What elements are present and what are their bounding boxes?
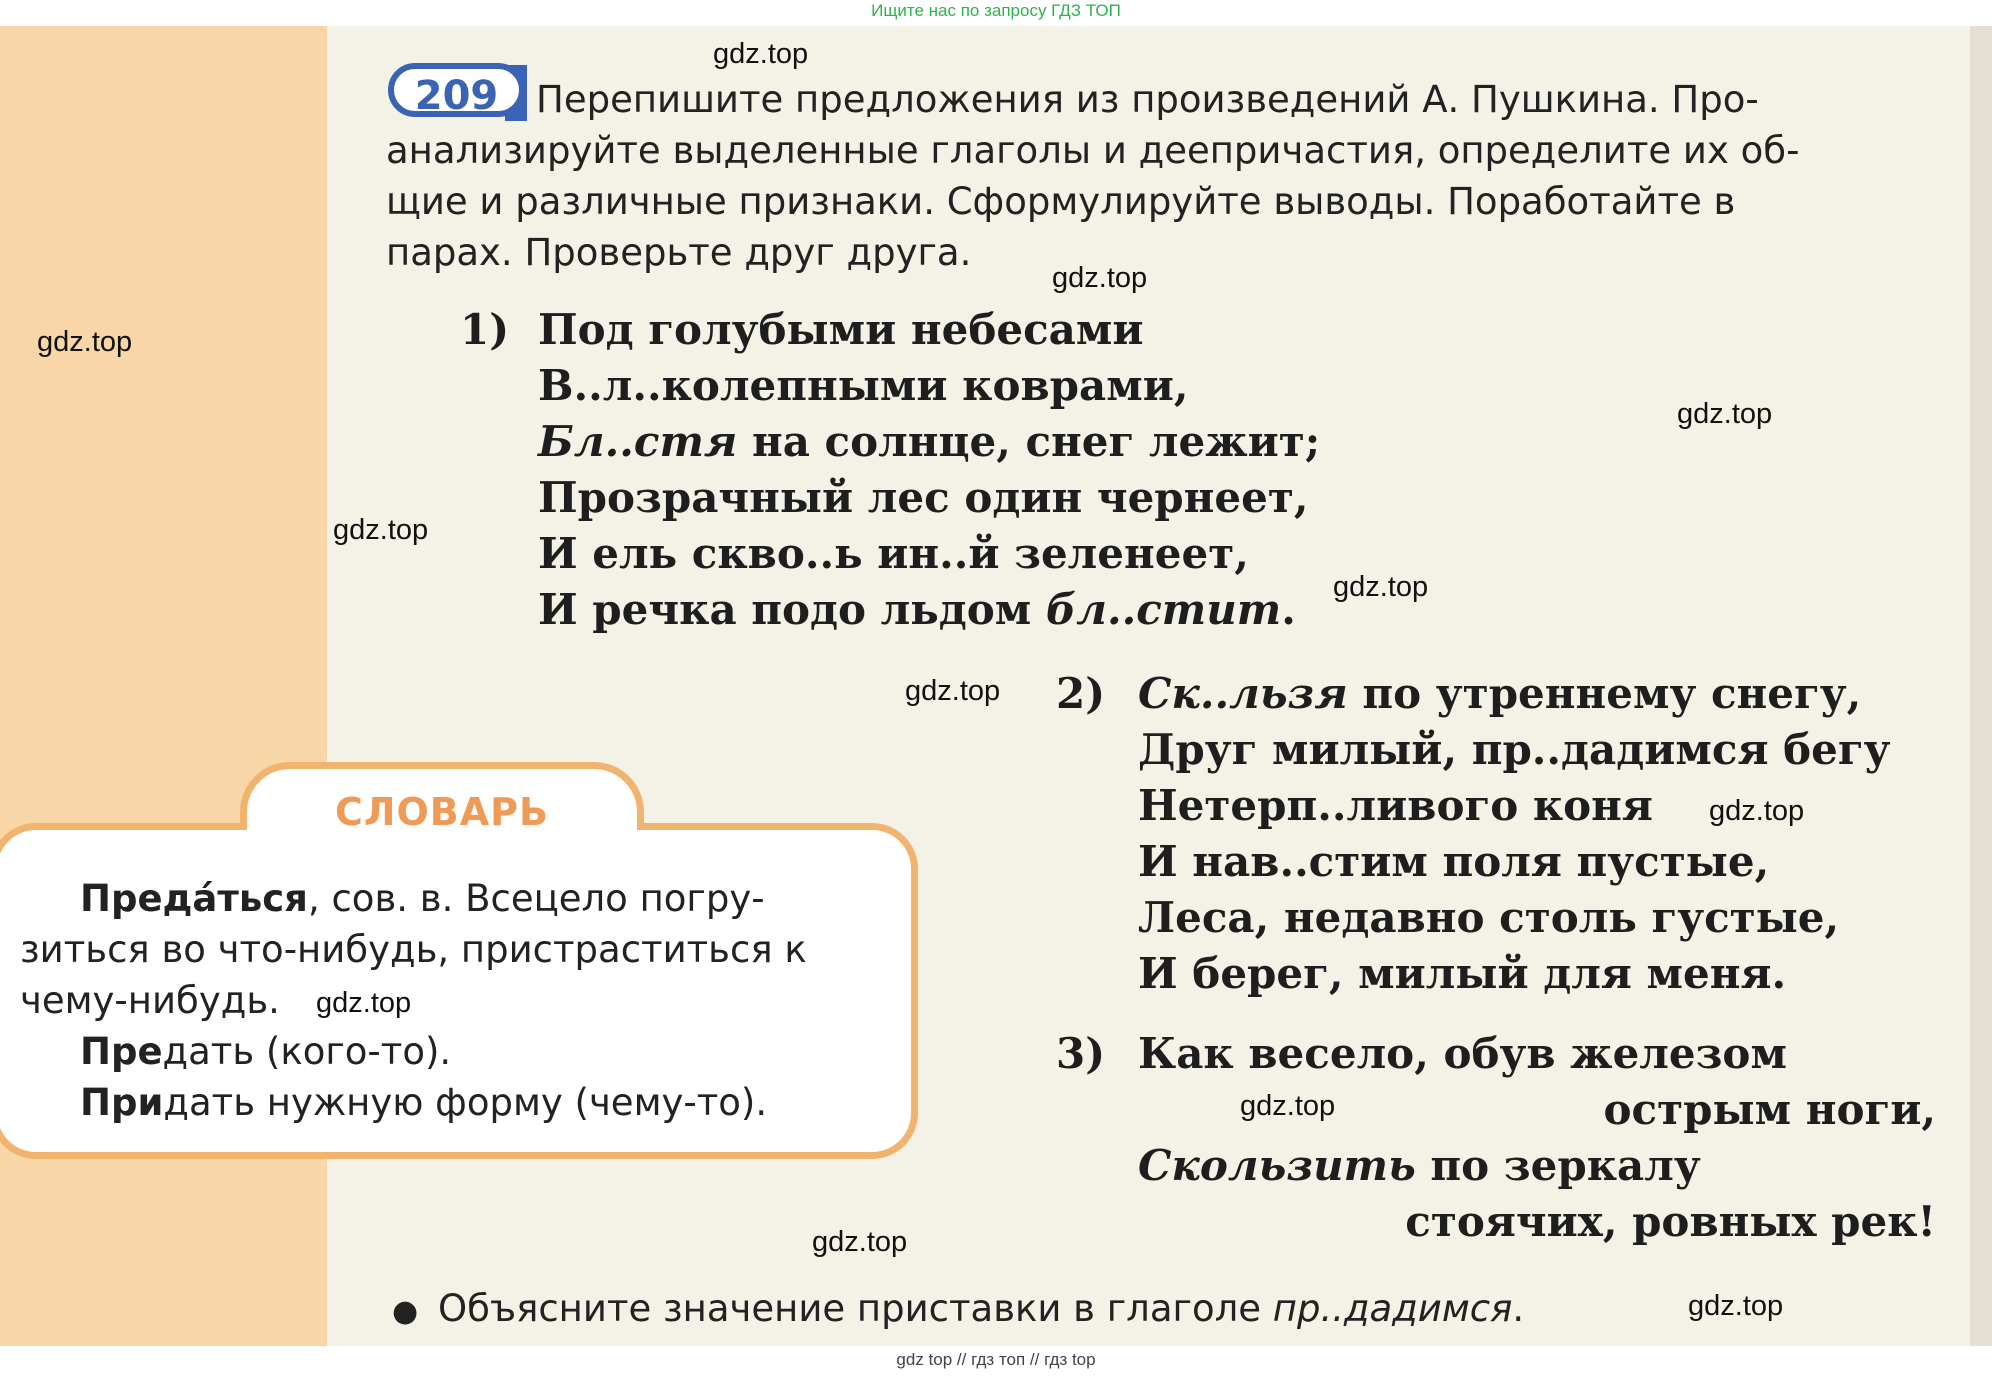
- task-line: парах. Проверьте друг друга.: [386, 231, 972, 274]
- poem-line: Под голубыми небесами: [538, 305, 1144, 354]
- poem-line: Друг милый, пр..дадимся бегу: [1138, 725, 1891, 774]
- highlighted-verb: бл..стит: [1045, 585, 1282, 634]
- poem-line: В..л..колепными коврами,: [538, 361, 1189, 410]
- poem-1: [460, 302, 1320, 638]
- highlighted-verb: Бл..стя: [538, 417, 738, 466]
- task-line: щие и различные признаки. Сформулируйте выводы. Поработайте в: [386, 180, 1736, 223]
- exercise-task: [386, 74, 1934, 278]
- watermark: gdz.top: [333, 514, 429, 546]
- watermark: gdz.top: [905, 675, 1001, 707]
- poem-3: [1056, 1026, 1936, 1250]
- poem-number: 2): [1056, 669, 1106, 718]
- top-banner[interactable]: Ищите нас по запросу ГДЗ ТОП: [871, 1, 1121, 20]
- poem-line: Прозрачный лес один чернеет,: [538, 473, 1309, 522]
- task-line: Перепишите предложения из произведений А. Пушкина. Про-: [536, 78, 1759, 121]
- poem-line: Ск..льзя по утреннему снегу,: [1138, 669, 1862, 718]
- bottom-banner[interactable]: gdz top // гдз топ // гдз top: [896, 1350, 1096, 1369]
- poem-line: Леса, недавно столь густые,: [1138, 893, 1840, 942]
- dictionary-title: СЛОВАРЬ: [335, 790, 549, 834]
- poem-line: И берег, милый для меня.: [1138, 949, 1787, 998]
- poem-line: стоячих, ровных рек!: [1405, 1197, 1936, 1246]
- dictionary-body: [20, 873, 868, 1128]
- highlighted-verb: Скользить: [1138, 1141, 1416, 1190]
- dictionary-entry: Преда́ться, сов. в. Всецело погру-: [80, 877, 765, 920]
- dictionary-entry-cont: зиться во что-нибудь, пристраститься к: [20, 928, 807, 971]
- poem-line: И нав..стим поля пустые,: [1138, 837, 1770, 886]
- bullet-icon: ●: [392, 1294, 419, 1329]
- watermark: gdz.top: [316, 987, 412, 1019]
- watermark: gdz.top: [1709, 795, 1805, 827]
- watermark: gdz.top: [1677, 398, 1773, 430]
- watermark: gdz.top: [37, 326, 133, 358]
- exercise-number-badge: 209: [388, 63, 525, 117]
- watermark: gdz.top: [1052, 262, 1148, 294]
- poem-number: 1): [460, 305, 510, 354]
- watermark: gdz.top: [1333, 571, 1429, 603]
- highlighted-verb: Ск..льзя: [1138, 669, 1348, 718]
- follow-up-question: ● Объясните значение приставки в глаголе пр..дадимся.: [392, 1283, 1524, 1337]
- watermark: gdz.top: [1688, 1290, 1784, 1322]
- dictionary-entry: Предать (кого-то).: [80, 1030, 452, 1073]
- watermark: gdz.top: [1240, 1090, 1336, 1122]
- poem-line: Бл..стя на солнце, снег лежит;: [538, 417, 1321, 466]
- poem-line: острым ноги,: [1603, 1085, 1936, 1134]
- poem-line: Скользить по зеркалу: [1138, 1141, 1701, 1190]
- poem-line: И ель скво..ь ин..й зеленеет,: [538, 529, 1249, 578]
- poem-2: [1056, 666, 1890, 1002]
- poem-line: Как весело, обув железом: [1138, 1029, 1787, 1078]
- poem-line: Нетерп..ливого коня: [1138, 781, 1653, 830]
- task-line: анализируйте выделенные глаголы и деепричастия, определите их об-: [386, 129, 1800, 172]
- dictionary-entry-cont: чему-нибудь.: [20, 979, 280, 1022]
- poem-line: И речка подо льдом бл..стит.: [538, 585, 1296, 634]
- watermark: gdz.top: [812, 1226, 908, 1258]
- poem-number: 3): [1056, 1029, 1106, 1078]
- dictionary-entry: Придать нужную форму (чему-то).: [80, 1081, 768, 1124]
- watermark: gdz.top: [713, 38, 809, 70]
- page-edge: [1970, 26, 1992, 1346]
